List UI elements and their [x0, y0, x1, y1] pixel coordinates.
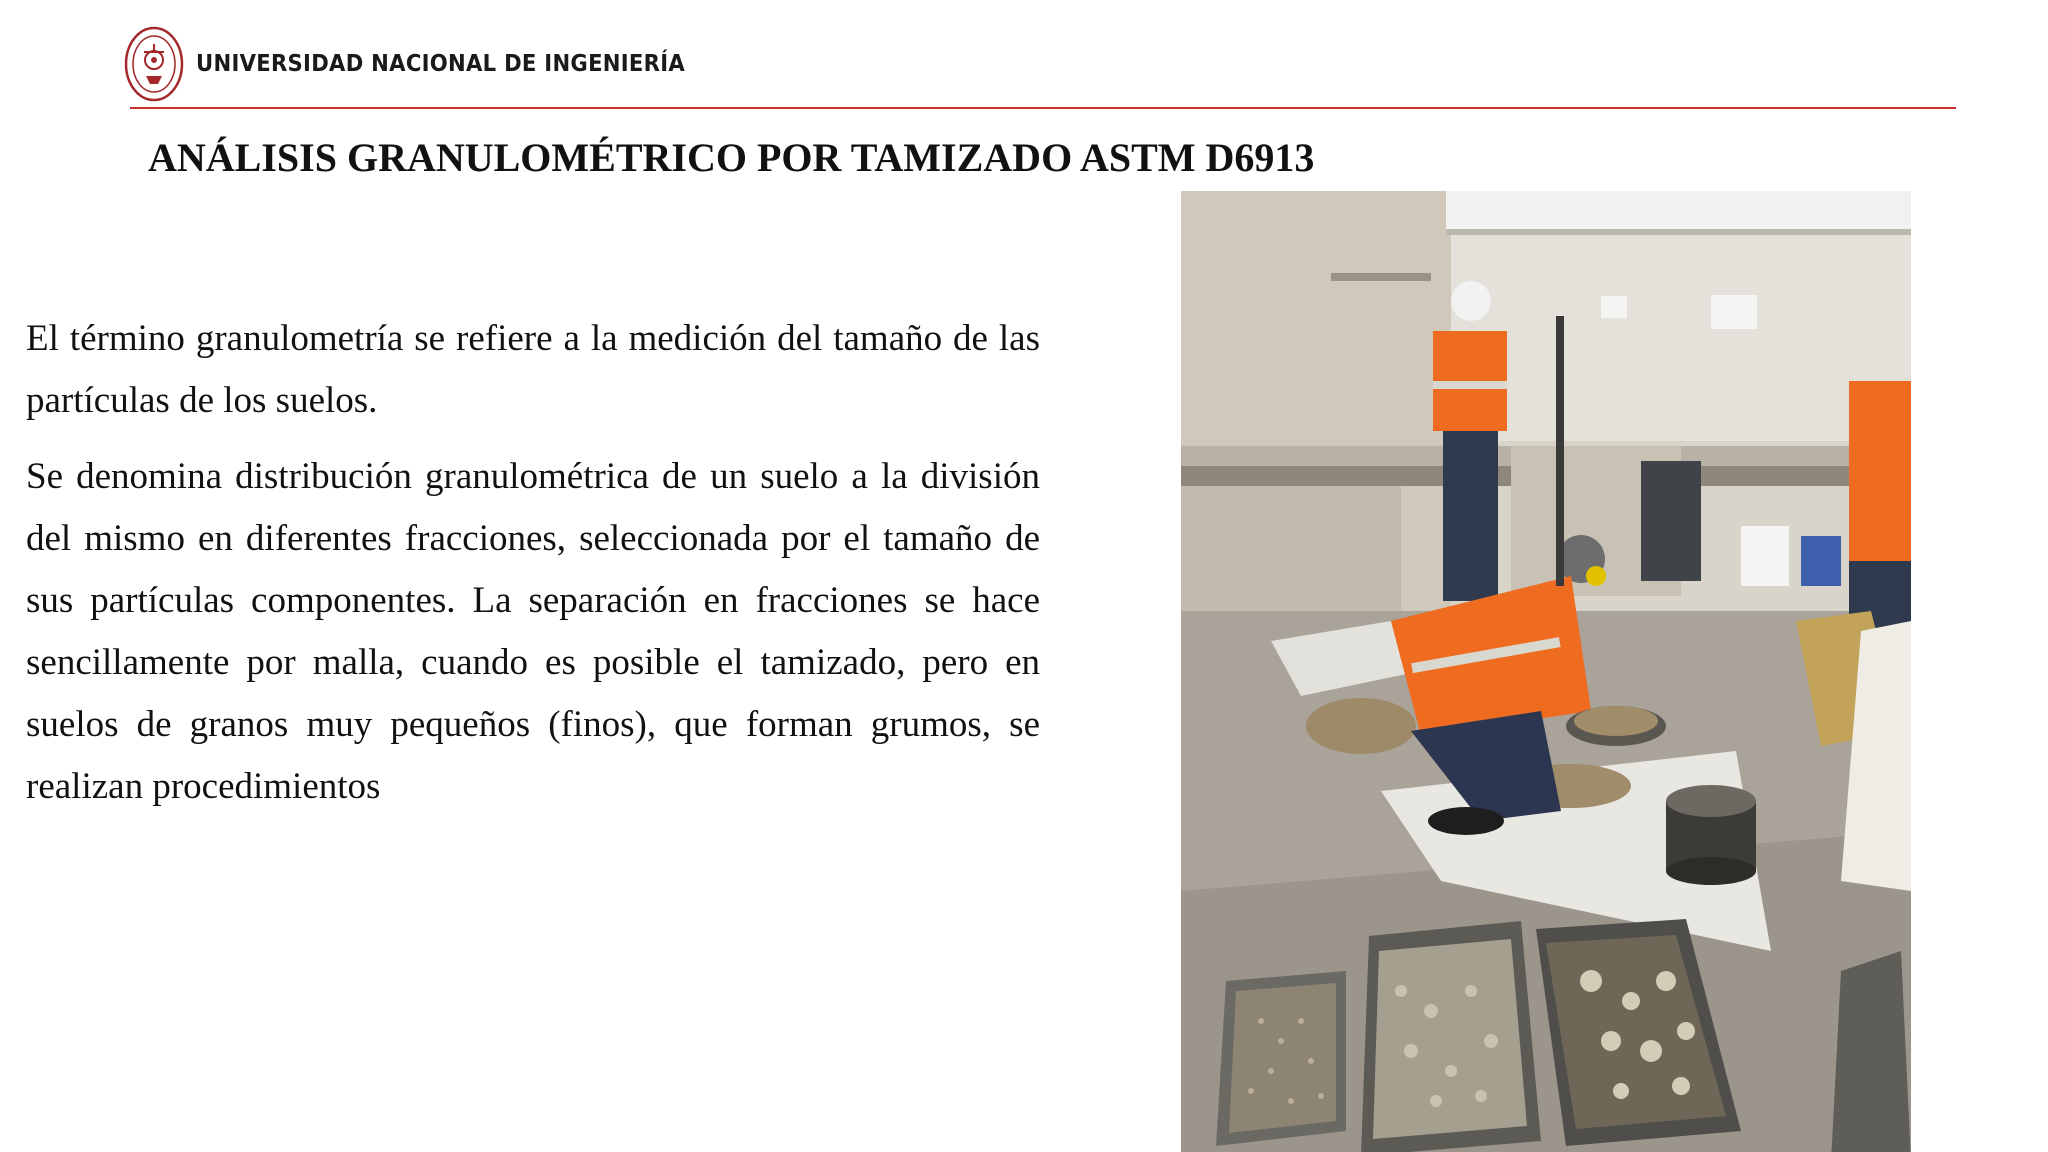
header-divider — [130, 107, 1956, 109]
slide-title: ANÁLISIS GRANULOMÉTRICO POR TAMIZADO ASTM D6913 — [148, 135, 1315, 180]
laboratory-sieving-photo — [1181, 191, 1911, 1152]
uni-seal-icon — [124, 26, 184, 102]
paragraph-1: El término granulometría se refiere a la medición del tamaño de las partículas de los suelos. — [26, 318, 1040, 421]
paragraph-2: Se denomina distribución granulométrica de un suelo a la división del mismo en diferentes fracciones, seleccionada por el tamaño de sus partículas componentes. La separación en fracciones se hace sencillamente por malla, cuando es posible el tamizado, pero en suelos de granos muy pequeños (finos), que forman grumos, se realizan procedimientos — [26, 456, 1040, 807]
header — [124, 26, 728, 102]
university-name: UNIVERSIDAD NACIONAL DE INGENIERÍA — [196, 51, 686, 77]
slide-body — [26, 308, 1040, 818]
